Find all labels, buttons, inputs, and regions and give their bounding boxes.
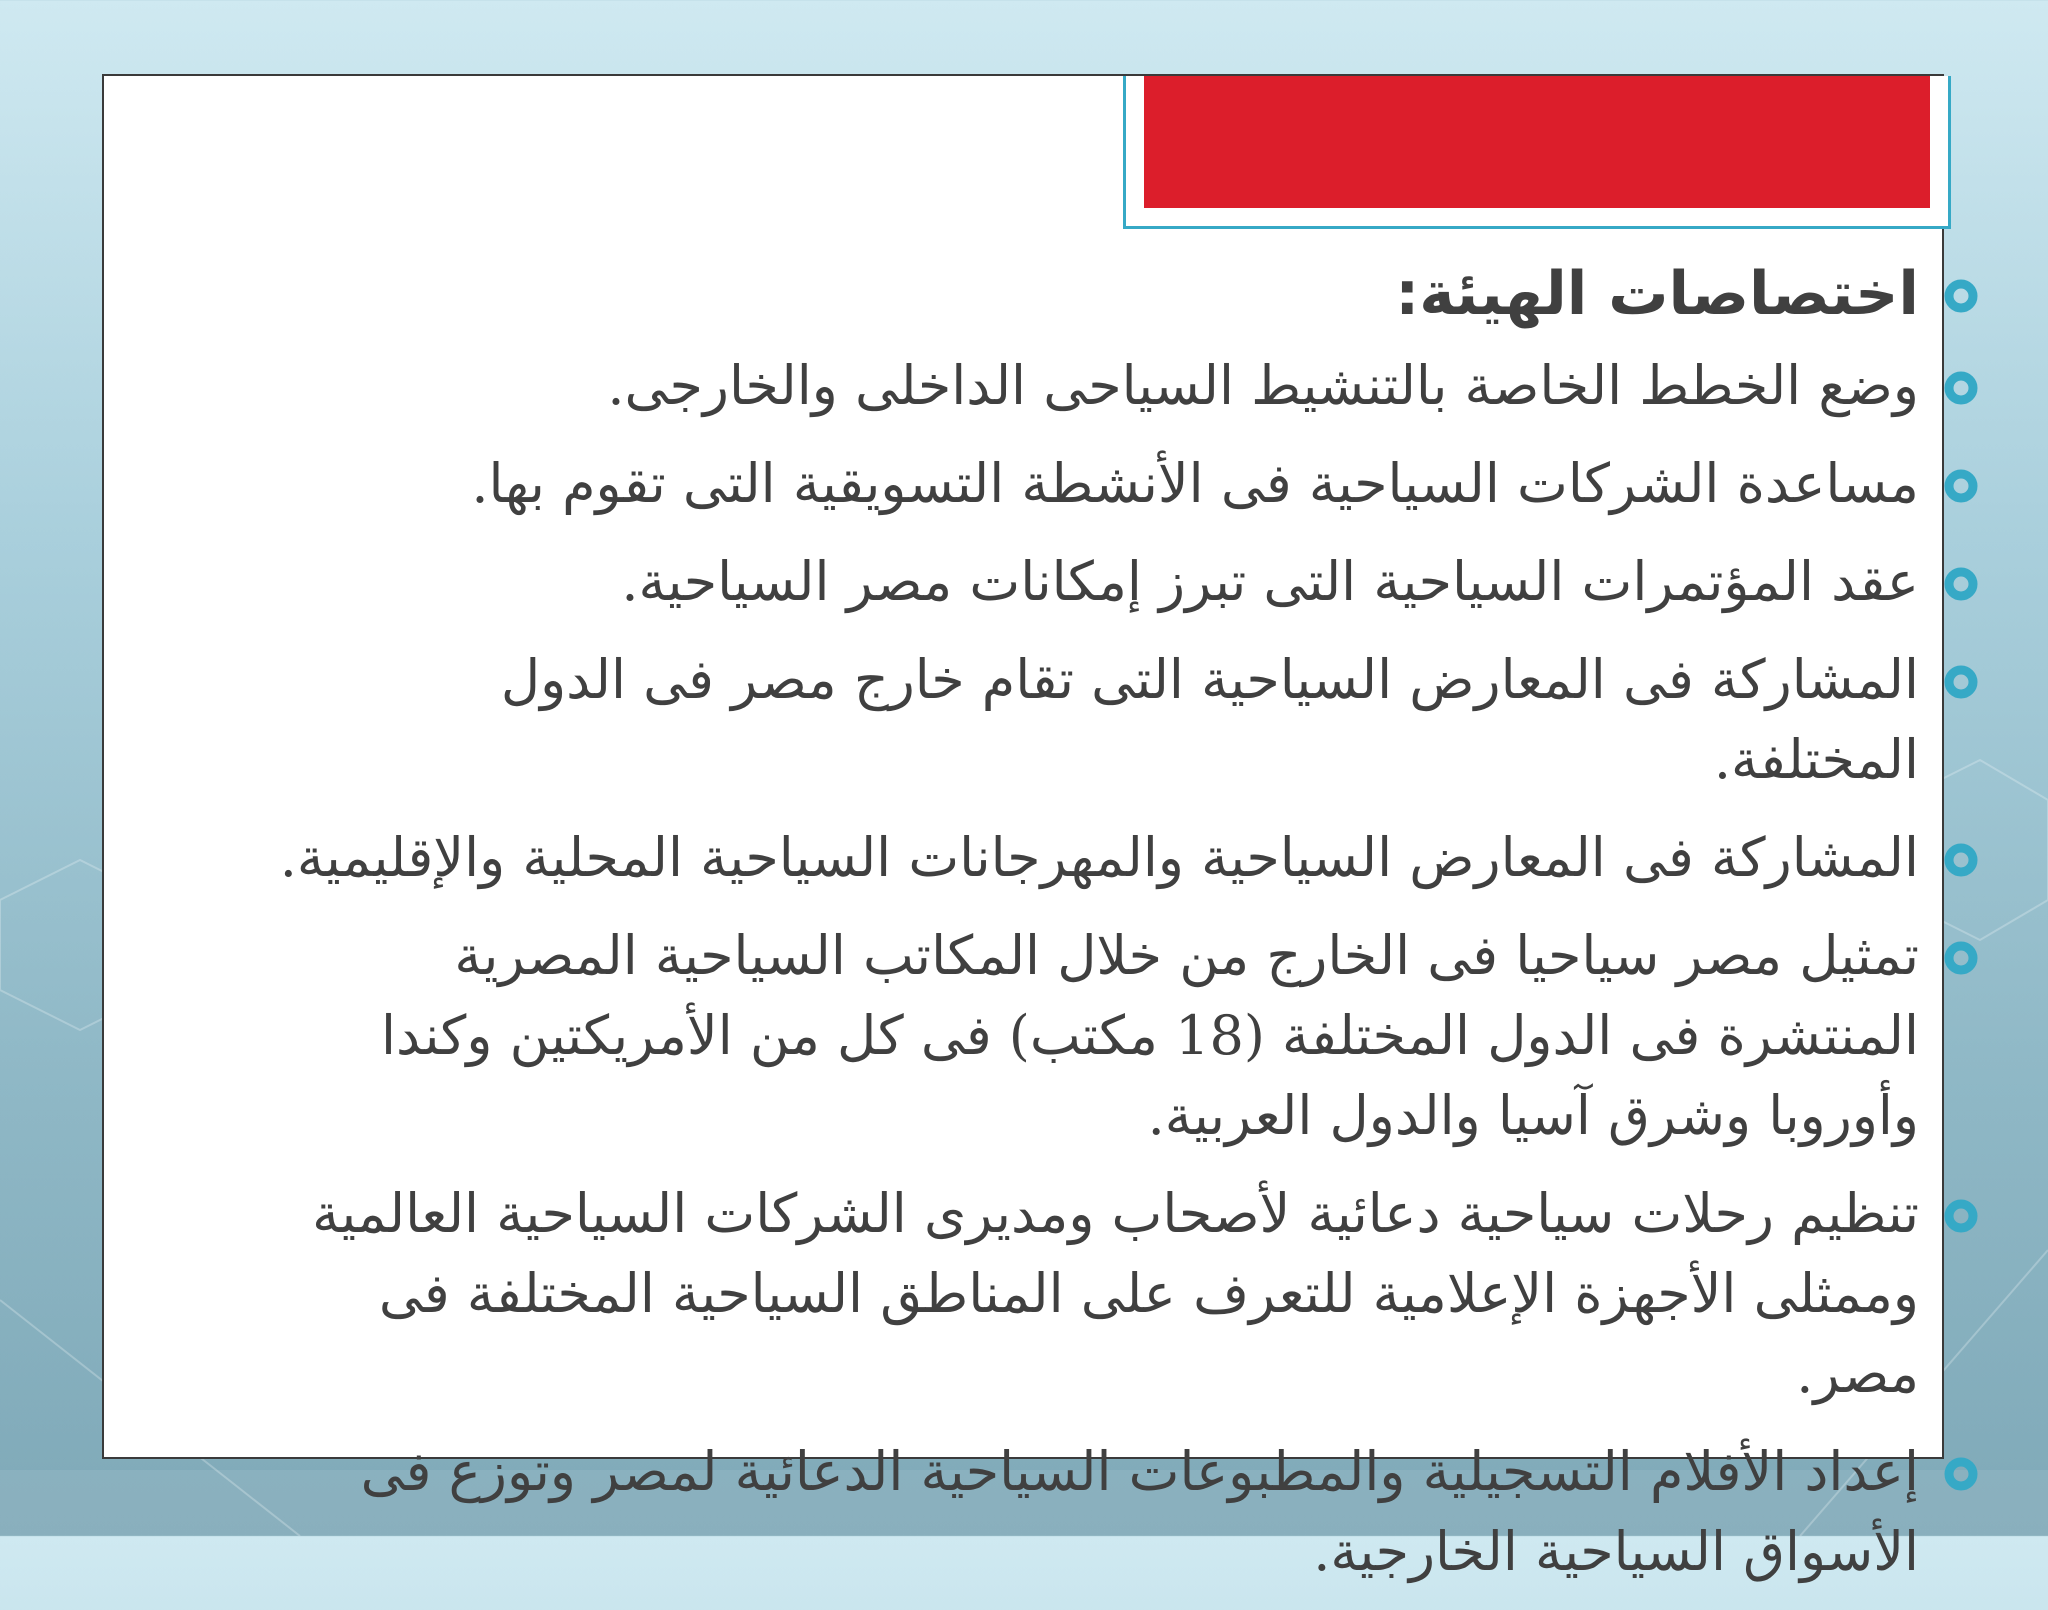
list-item — [279, 1174, 1979, 1414]
list-item — [279, 916, 1979, 1156]
list-item-text: تنظيم رحلات سياحية دعائية لأصحاب ومديرى الشركات السياحية العالمية وممثلى الأجهزة الإعلامية للتعرف على المناطق السياحية المختلفة فى مصر. — [312, 1182, 1919, 1405]
bullet-circle-icon — [1943, 1198, 1979, 1234]
list-item-text: وضع الخطط الخاصة بالتنشيط السياحى الداخلى والخارجى. — [607, 354, 1919, 417]
bullet-circle-icon — [1943, 1456, 1979, 1492]
list-item-text: عقد المؤتمرات السياحية التى تبرز إمكانات مصر السياحية. — [621, 550, 1919, 613]
bullet-circle-icon — [1943, 940, 1979, 976]
list-item — [279, 818, 1979, 898]
bullet-circle-icon — [1943, 664, 1979, 700]
list-item-text: المشاركة فى المعارض السياحية والمهرجانات السياحية المحلية والإقليمية. — [279, 826, 1919, 889]
bullet-circle-icon — [1943, 566, 1979, 602]
list-item — [279, 1432, 1979, 1592]
list-item-text: إعداد الأفلام التسجيلية والمطبوعات السياحية الدعائية لمصر وتوزع فى الأسواق السياحية الخارجية. — [360, 1440, 1919, 1583]
list-item-text: تمثيل مصر سياحيا فى الخارج من خلال المكاتب السياحية المصرية المنتشرة فى الدول المختلفة (18 مكتب) فى كل من الأمريكتين وكندا وأوروبا وشرق آسيا والدول العربية. — [381, 924, 1919, 1147]
slide-content-frame — [102, 74, 1944, 1583]
heading-text: اختصاصات الهيئة: — [1395, 259, 1919, 329]
list-item — [279, 640, 1979, 800]
list-item — [279, 444, 1979, 524]
title-placeholder — [1123, 76, 1951, 229]
list-heading — [279, 254, 1979, 334]
title-bar — [1144, 76, 1930, 208]
list-item-text: المشاركة فى المعارض السياحية التى تقام خارج مصر فى الدول المختلفة. — [500, 648, 1919, 791]
bullet-circle-icon — [1943, 370, 1979, 406]
list-item-text: مساعدة الشركات السياحية فى الأنشطة التسويقية التى تقوم بها. — [471, 452, 1919, 515]
bullet-circle-icon — [1943, 278, 1979, 314]
bullet-circle-icon — [1943, 468, 1979, 504]
bullet-list — [279, 254, 1979, 1610]
list-item — [279, 346, 1979, 426]
bullet-circle-icon — [1943, 842, 1979, 878]
list-item — [279, 542, 1979, 622]
